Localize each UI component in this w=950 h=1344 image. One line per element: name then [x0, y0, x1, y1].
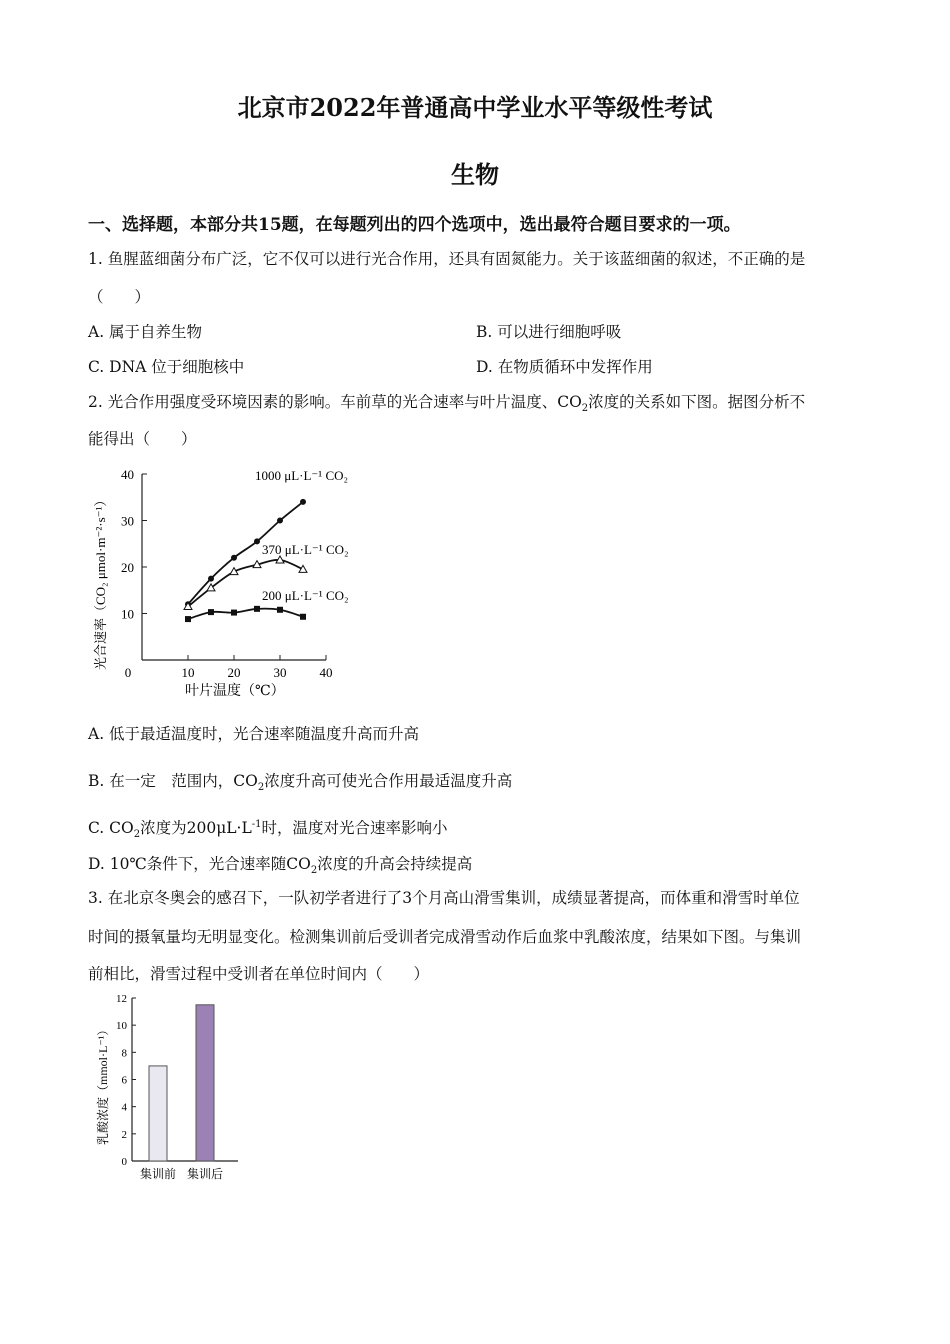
- bar-chart-axes: [116, 993, 238, 1168]
- data-point: [208, 609, 214, 615]
- q3-stem-line1: 3. 在北京冬奥会的感召下，一队初学者进行了3个月高山滑雪集训，成绩显著提高，而体重和滑雪时单位: [88, 889, 800, 907]
- q1-option-b: B. 可以进行细胞呼吸: [476, 323, 622, 341]
- y-tick-label: 8: [121, 1047, 127, 1060]
- q1-option-d: D. 在物质循环中发挥作用: [476, 358, 653, 376]
- line-chart-xlabel: 叶片温度（℃）: [185, 684, 285, 699]
- y-tick-label: 2: [121, 1128, 127, 1141]
- data-point: [277, 607, 283, 613]
- x-tick-label: 30: [273, 665, 287, 680]
- line-chart-axes: [121, 467, 333, 680]
- x-tick-label: 40: [319, 665, 333, 680]
- y-tick-label: 20: [121, 560, 134, 575]
- x-tick-label: 10: [181, 665, 195, 680]
- data-point: [208, 576, 214, 582]
- q1-option-a: A. 属于自养生物: [88, 323, 203, 341]
- y-tick-label: 0: [121, 1156, 127, 1168]
- y-tick-label: 30: [121, 513, 134, 529]
- lactate-bar-chart: [90, 990, 250, 1190]
- q3-stem-line2: 时间的摄氧量均无明显变化。检测集训前后受训者完成滑雪动作后血浆中乳酸浓度，结果如下图。与集训: [88, 928, 802, 946]
- y-tick-label: 12: [116, 993, 127, 1005]
- q1-option-c: C. DNA 位于细胞核中: [88, 358, 245, 376]
- exam-title: 北京市2022年普通高中学业水平等级性考试: [237, 93, 713, 122]
- data-point: [185, 616, 191, 622]
- x-tick-label: 20: [227, 665, 241, 680]
- q3-stem-line3: 前相比，滑雪过程中受训者在单位时间内（ ）: [88, 965, 430, 983]
- data-point: [254, 538, 260, 544]
- data-point: [300, 499, 306, 505]
- q2-stem-line2: 能得出（ ）: [88, 430, 197, 448]
- y-tick-label: 6: [121, 1074, 127, 1087]
- bar-chart-bars: [140, 1005, 223, 1181]
- photosynthesis-line-chart: [90, 460, 390, 710]
- data-point: [231, 610, 237, 616]
- legend-label-200: 200 μL·L⁻¹ CO₂: [262, 588, 349, 603]
- q2-option-b: B. 在一定 范围内，$CO_2$浓度升高可使光合作用最适温度升高: [88, 772, 513, 794]
- bar-1: [196, 1005, 214, 1161]
- bar-category-label: 集训前: [139, 1167, 177, 1181]
- line-chart-ylabel: 光合速率（CO₂ μmol·m⁻²·s⁻¹）: [93, 493, 108, 670]
- bar-0: [149, 1066, 167, 1161]
- legend-label-1000: 1000 μL·L⁻¹ CO₂: [255, 468, 349, 483]
- data-point: [231, 555, 237, 561]
- q2-option-a: A. 低于最适温度时，光合速率随温度升高而升高: [88, 725, 420, 743]
- data-point: [254, 606, 260, 612]
- y-tick-label: 10: [116, 1020, 127, 1033]
- q2-option-d: D. 10℃条件下，光合速率随$CO_2$浓度的升高会持续提高: [88, 855, 473, 877]
- legend-label-370: 370 μL·L⁻¹ CO₂: [262, 542, 349, 557]
- data-point: [300, 614, 306, 620]
- q2-option-c: C. $CO_2$浓度为$200\mu L\cdot L^{-1}$时，温度对光合速率影响小: [88, 818, 448, 841]
- bar-chart-ylabel: 乳酸浓度（mmol·L⁻¹）: [96, 1023, 110, 1145]
- q1-stem-line2: （ ）: [88, 288, 151, 306]
- y-tick-label: 40: [121, 467, 134, 482]
- y-tick-label: 10: [121, 606, 134, 622]
- section-heading: 一、选择题，本部分共15题，在每题列出的四个选项中，选出最符合题目要求的一项。: [88, 215, 741, 235]
- q2-stem-line1: 2. 光合作用强度受环境因素的影响。车前草的光合速率与叶片温度、$CO_2$浓度的关系如下图。据图分析不: [88, 393, 806, 415]
- y-tick-label: 4: [121, 1101, 127, 1114]
- line-chart-series: [184, 499, 307, 622]
- bar-category-label: 集训后: [186, 1167, 224, 1181]
- data-point: [277, 518, 283, 524]
- subject-title: 生物: [451, 160, 499, 189]
- x-tick-label: 0: [124, 665, 132, 680]
- series-line-2: [188, 609, 303, 619]
- q1-stem-line1: 1. 鱼腥蓝细菌分布广泛，它不仅可以进行光合作用，还具有固氮能力。关于该蓝细菌的叙述，不正确的是: [88, 250, 806, 268]
